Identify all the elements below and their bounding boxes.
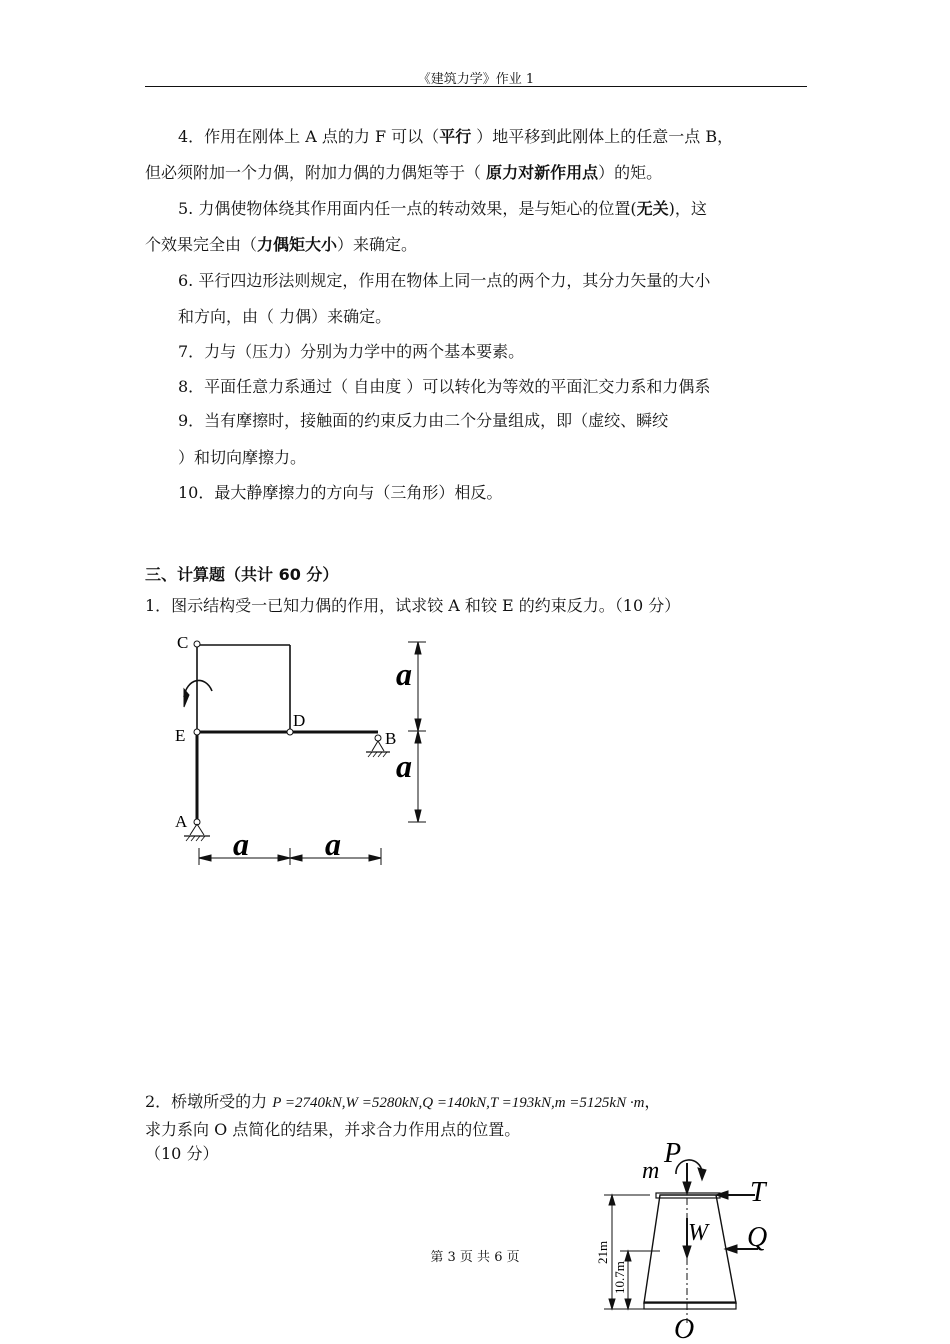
calc2-text-a: 2．桥墩所受的力 [145, 1092, 273, 1111]
support-a-icon [184, 819, 210, 841]
q6-line-2: 和方向，由（ 力偶）来确定。 [178, 307, 392, 326]
label-b: B [385, 729, 397, 748]
q4-line-2 [145, 163, 662, 183]
label-a: A [175, 812, 188, 831]
q5-line-1 [178, 199, 707, 219]
label-q: Q [747, 1222, 768, 1253]
dim-label-a-left: a [233, 826, 249, 862]
q5-text-b: )，这 [668, 199, 707, 218]
q8-line: 8．平面任意力系通过（ 自由度 ）可以转化为等效的平面汇交力系和力偶系 [178, 377, 711, 396]
section-title: 三、计算题（共计 60 分） [145, 565, 339, 584]
label-e: E [175, 726, 186, 745]
label-o: O [674, 1314, 695, 1344]
q9-line-2: ）和切向摩擦力。 [178, 448, 307, 467]
label-p: P [664, 1138, 682, 1169]
q9-line-1: 9．当有摩擦时，接触面的约束反力由二个分量组成，即（虚绞、瞬绞 [178, 411, 669, 430]
horizontal-dimension [199, 848, 381, 865]
q5-line-2 [145, 235, 417, 255]
calc2-line-1 [145, 1092, 660, 1113]
force-p-arrow [683, 1163, 691, 1194]
q4-text-a: 4．作用在刚体上 A 点的力 F 可以（ [178, 127, 440, 146]
q4-answer-2: 原力对新作用点 [486, 163, 599, 182]
dim-label-a-upper: a [396, 656, 412, 692]
q5-answer-2: 力偶矩大小 [257, 235, 338, 254]
label-10-7m: 10.7m [612, 1261, 627, 1294]
header-rule [145, 86, 807, 87]
calc1-question: 1．图示结构受一已知力偶的作用，试求铰 A 和铰 E 的约束反力。（10 分） [145, 596, 681, 615]
q4-text-b: ）地平移到此刚体上的任意一点 B， [471, 127, 734, 146]
q4-line-1 [178, 127, 733, 147]
dim-label-a-right: a [325, 826, 341, 862]
q5-text-d: ）来确定。 [337, 235, 418, 254]
calc1-figure [160, 625, 460, 875]
label-t: T [750, 1177, 766, 1208]
q10-line: 10．最大静摩擦力的方向与（三角形）相反。 [178, 483, 503, 502]
couple-arrow-icon [184, 680, 212, 707]
calc2-text-b: ， [644, 1092, 661, 1111]
calc2-line-2: 求力系向 O 点简化的结果，并求合力作用点的位置。 [145, 1120, 521, 1139]
q6-line-1: 6. 平行四边形法则规定，作用在物体上同一点的两个力，其分力矢量的大小 [178, 271, 711, 290]
page-footer: 第 3 页 共 6 页 [430, 1250, 520, 1265]
label-21m: 21m [595, 1240, 610, 1264]
q5-text-a: 5. 力偶使物体绕其作用面内任一点的转动效果，是与矩心的位置( [178, 199, 637, 218]
q4-answer-1: 平行 [439, 127, 472, 146]
hinge-c [194, 641, 200, 647]
q5-answer-1: 无关 [636, 199, 669, 218]
label-d: D [293, 711, 306, 730]
label-w: W [688, 1220, 708, 1246]
hinge-e [194, 729, 200, 735]
q4-text-d: ）的矩。 [598, 163, 663, 182]
label-m: m [642, 1158, 660, 1184]
dim-label-a-lower: a [396, 748, 412, 784]
q5-text-c: 个效果完全由（ [145, 235, 258, 254]
q4-text-c: 但必须附加一个力偶，附加力偶的力偶矩等于（ [145, 163, 487, 182]
q7-line: 7．力与（压力）分别为力学中的两个基本要素。 [178, 342, 525, 361]
hinge-b [375, 735, 381, 741]
label-c: C [177, 633, 189, 652]
calc2-formula: P =2740kN,W =5280kN,Q =140kN,T =193kN,m =5125kN ·m [272, 1095, 645, 1111]
calc2-figure [590, 1138, 790, 1344]
calc2-line-3: （10 分） [145, 1144, 219, 1163]
page-header: 《建筑力学》作业 1 [417, 72, 535, 87]
